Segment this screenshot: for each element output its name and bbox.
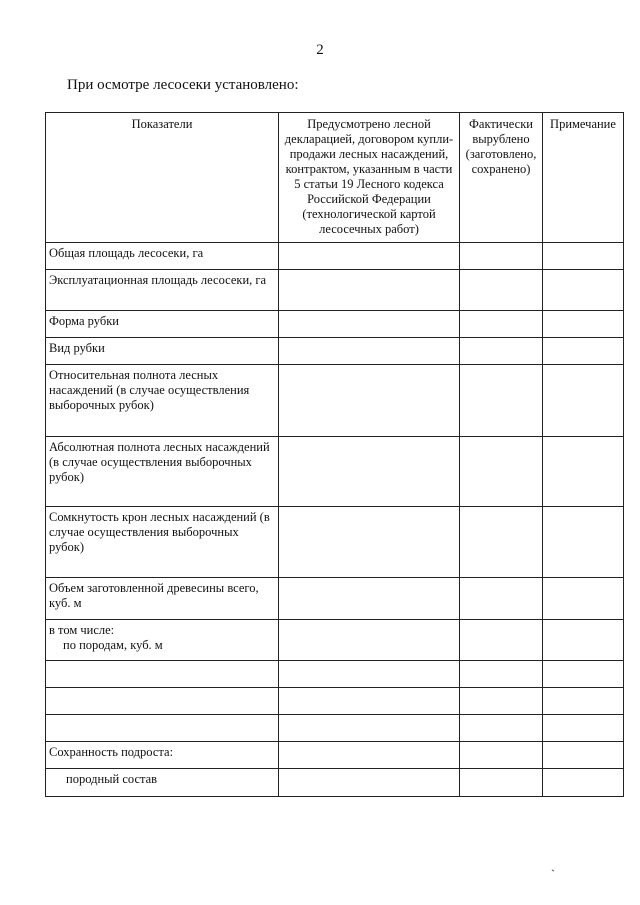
table-row bbox=[46, 661, 624, 688]
table-row bbox=[46, 338, 624, 365]
table-row bbox=[46, 437, 624, 507]
cell-note[interactable] bbox=[543, 688, 624, 715]
row-label-absolute-density: Абсолютная полнота лесных насаждений (в случае осуществления выборочных рубок) bbox=[46, 437, 279, 507]
row-label-species bbox=[46, 769, 279, 797]
table-row bbox=[46, 688, 624, 715]
cell-actual[interactable] bbox=[460, 769, 543, 797]
table-row bbox=[46, 243, 624, 270]
header-planned: Предусмотрено лесной декларацией, договором купли-продажи лесных насаждений, контрактом, указанным в части 5 статьи 19 Лесного кодекса Российской Федерации (технологической картой лесосечных работ) bbox=[279, 113, 460, 243]
row-label-wood-volume: Объем заготовленной древесины всего, куб. м bbox=[46, 578, 279, 620]
cell-note[interactable] bbox=[543, 270, 624, 311]
cell-planned[interactable] bbox=[279, 661, 460, 688]
cell-actual[interactable] bbox=[460, 507, 543, 578]
cell-planned[interactable] bbox=[279, 715, 460, 742]
table-row bbox=[46, 270, 624, 311]
cell-note[interactable] bbox=[543, 715, 624, 742]
cell-note[interactable] bbox=[543, 578, 624, 620]
cell-note[interactable] bbox=[543, 243, 624, 270]
cell-planned[interactable] bbox=[279, 507, 460, 578]
cell-planned[interactable] bbox=[279, 365, 460, 437]
cell-actual[interactable] bbox=[460, 338, 543, 365]
cell-planned[interactable] bbox=[279, 270, 460, 311]
cell-actual[interactable] bbox=[460, 742, 543, 769]
header-actual: Фактически вырублено (заготовлено, сохранено) bbox=[460, 113, 543, 243]
species-label: породный состав bbox=[66, 772, 158, 786]
row-label-relative-density: Относительная полнота лесных насаждений (в случае осуществления выборочных рубок) bbox=[46, 365, 279, 437]
cell-species-entry[interactable] bbox=[46, 688, 279, 715]
cell-actual[interactable] bbox=[460, 243, 543, 270]
header-note: Примечание bbox=[543, 113, 624, 243]
cell-species-entry[interactable] bbox=[46, 661, 279, 688]
intro-text: При осмотре лесосеки установлено: bbox=[67, 77, 299, 93]
cell-actual[interactable] bbox=[460, 661, 543, 688]
table-row bbox=[46, 365, 624, 437]
cell-planned[interactable] bbox=[279, 311, 460, 338]
cell-note[interactable] bbox=[543, 365, 624, 437]
cell-actual[interactable] bbox=[460, 578, 543, 620]
cell-note[interactable] bbox=[543, 507, 624, 578]
cell-note[interactable] bbox=[543, 311, 624, 338]
cell-planned[interactable] bbox=[279, 578, 460, 620]
row-label-total-area: Общая площадь лесосеки, га bbox=[46, 243, 279, 270]
cell-note[interactable] bbox=[543, 338, 624, 365]
header-indicator: Показатели bbox=[46, 113, 279, 243]
header-row bbox=[46, 113, 624, 243]
cell-note[interactable] bbox=[543, 742, 624, 769]
table-row bbox=[46, 507, 624, 578]
cell-actual[interactable] bbox=[460, 620, 543, 661]
cell-actual[interactable] bbox=[460, 270, 543, 311]
cell-actual[interactable] bbox=[460, 688, 543, 715]
row-label-crown-closure: Сомкнутость крон лесных насаждений (в случае осуществления выборочных рубок) bbox=[46, 507, 279, 578]
cell-planned[interactable] bbox=[279, 338, 460, 365]
cell-note[interactable] bbox=[543, 661, 624, 688]
row-label-undergrowth: Сохранность подроста: bbox=[46, 742, 279, 769]
cell-planned[interactable] bbox=[279, 742, 460, 769]
row-label-cutting-type: Вид рубки bbox=[46, 338, 279, 365]
table-row bbox=[46, 769, 624, 797]
table-row bbox=[46, 742, 624, 769]
inspection-table bbox=[45, 112, 624, 797]
cell-planned[interactable] bbox=[279, 243, 460, 270]
cell-note[interactable] bbox=[543, 620, 624, 661]
row-label-cutting-form: Форма рубки bbox=[46, 311, 279, 338]
row-label-operational-area: Эксплуатационная площадь лесосеки, га bbox=[46, 270, 279, 311]
cell-note[interactable] bbox=[543, 769, 624, 797]
row-label-including bbox=[46, 620, 279, 661]
scan-mark: ˏ bbox=[551, 858, 555, 872]
table-row bbox=[46, 578, 624, 620]
table-row bbox=[46, 715, 624, 742]
including-line1: в том числе: bbox=[49, 623, 115, 637]
cell-planned[interactable] bbox=[279, 437, 460, 507]
table-row bbox=[46, 311, 624, 338]
cell-planned[interactable] bbox=[279, 688, 460, 715]
cell-species-entry[interactable] bbox=[46, 715, 279, 742]
including-line2: по породам, куб. м bbox=[63, 638, 163, 652]
cell-actual[interactable] bbox=[460, 715, 543, 742]
cell-planned[interactable] bbox=[279, 620, 460, 661]
cell-planned[interactable] bbox=[279, 769, 460, 797]
cell-actual[interactable] bbox=[460, 365, 543, 437]
table-row bbox=[46, 620, 624, 661]
cell-note[interactable] bbox=[543, 437, 624, 507]
cell-actual[interactable] bbox=[460, 437, 543, 507]
cell-actual[interactable] bbox=[460, 311, 543, 338]
page-number: 2 bbox=[316, 42, 324, 58]
